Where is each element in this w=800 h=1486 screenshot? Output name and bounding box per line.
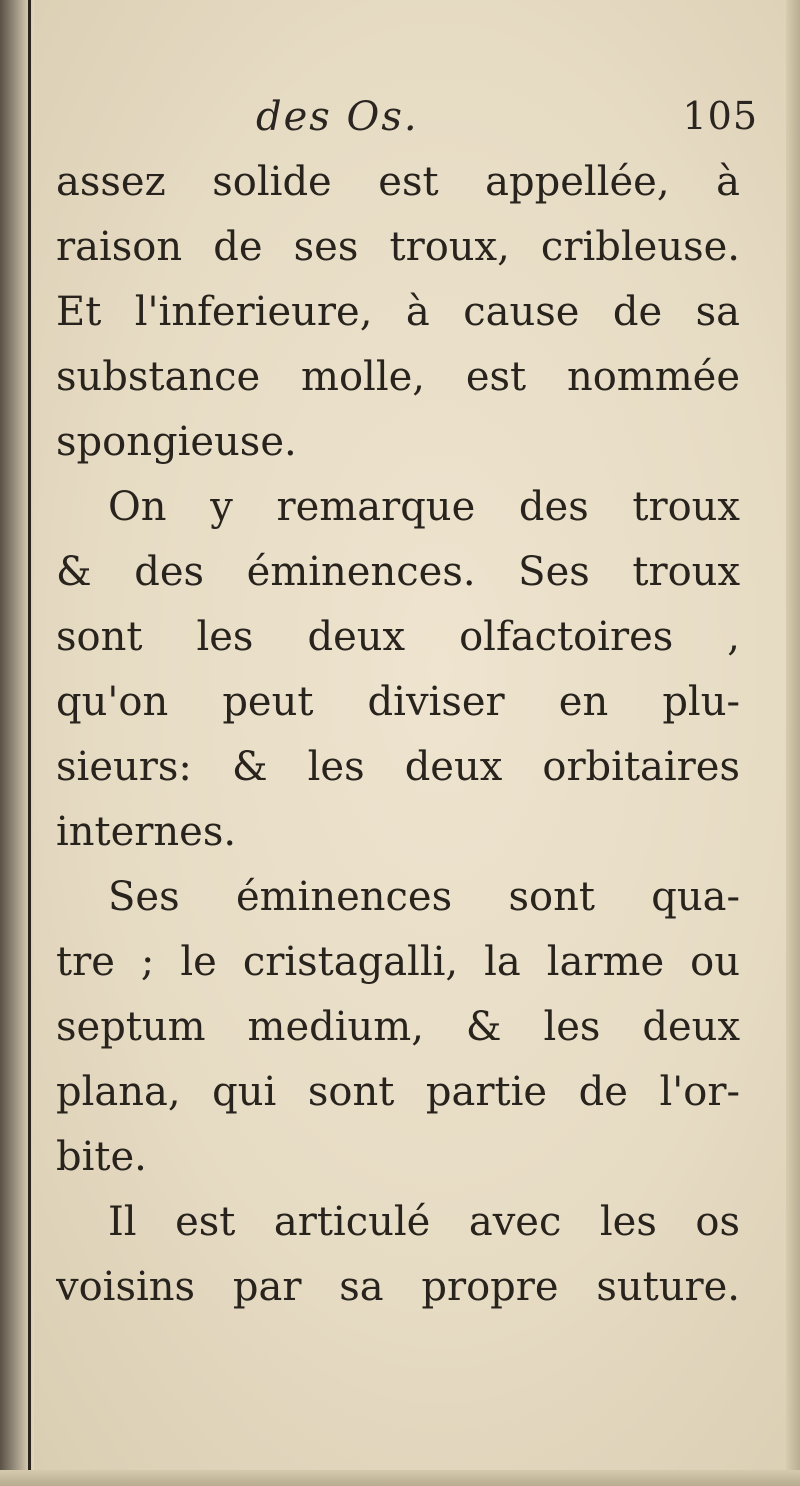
page-header — [60, 94, 760, 154]
binding-edge-line — [28, 0, 31, 1486]
text-line-1: assez solide est appellée, à — [56, 159, 740, 205]
text-line-10: sieurs: & les deux orbitaires — [56, 744, 740, 790]
text-line-15: plana, qui sont partie de l'or- — [56, 1069, 740, 1115]
text-line-14: septum medium, & les deux — [56, 1004, 740, 1050]
text-line-13: tre ; le cristagalli, la larme ou — [56, 939, 740, 985]
page-number: 105 — [682, 94, 758, 138]
page-bottom-edge — [0, 1470, 800, 1486]
text-line-9: qu'on peut diviser en plu- — [56, 679, 740, 725]
text-line-2: raison de ses troux, cribleuse. — [56, 224, 740, 270]
text-line-6: On y remarque des troux — [108, 484, 740, 530]
text-line-5: spongieuse. — [56, 419, 297, 465]
page-right-edge — [786, 0, 800, 1486]
running-head: des Os. — [256, 94, 419, 140]
text-line-12: Ses éminences sont qua- — [108, 874, 740, 920]
text-line-11: internes. — [56, 809, 237, 855]
body-text — [56, 150, 740, 1320]
text-line-18: voisins par sa propre suture. — [56, 1264, 740, 1310]
text-line-8: sont les deux olfactoires , — [56, 614, 740, 660]
text-line-4: substance molle, est nommée — [56, 354, 740, 400]
text-line-7: & des éminences. Ses troux — [56, 549, 740, 595]
text-line-3: Et l'inferieure, à cause de sa — [56, 289, 740, 335]
text-line-17: Il est articulé avec les os — [108, 1199, 740, 1245]
text-line-16: bite. — [56, 1134, 147, 1180]
